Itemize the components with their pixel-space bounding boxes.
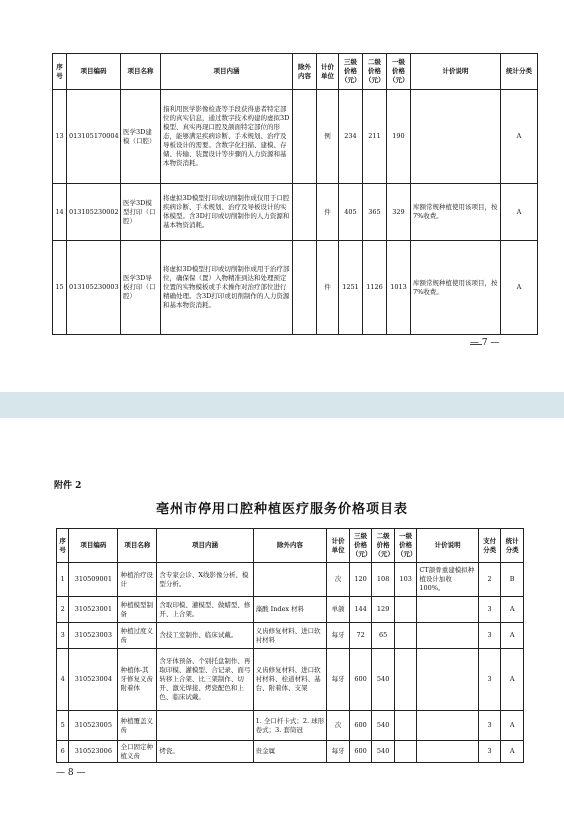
cell-unit: 每牙 xyxy=(327,623,350,649)
cell-note: 库额常规种植使用该项目，按7%收费。 xyxy=(411,241,501,335)
cell-p3: 72 xyxy=(349,623,372,649)
cell-p2: 129 xyxy=(372,597,395,623)
cell-name: 种植体-其牙修复义齿附着体 xyxy=(118,649,157,711)
cell-p1 xyxy=(394,711,417,741)
cell-content: 指利用医学影像检查等手段获得患者特定部位的真实信息，通过数字技术构建的虚拟3D模型、真实再现口腔及颌面特定部位的形态，能够满足疾病诊断、手术规划、治疗及导板设计的需要。含数字化扫描、建模、存储、传输、装置设计等步骤的人力资源和基本物资消耗。 xyxy=(161,90,293,184)
cell-unit: 每牙 xyxy=(327,741,350,763)
cell-p1: 329 xyxy=(387,184,411,241)
cell-name: 医学3D模型打印（口腔） xyxy=(121,184,161,241)
table-row xyxy=(57,649,524,711)
cell-p2: 65 xyxy=(372,623,395,649)
column-header: 项目内涵 xyxy=(157,529,253,563)
cell-no: 15 xyxy=(53,241,67,335)
page-title: 亳州市停用口腔种植医疗服务价格项目表 xyxy=(155,502,408,517)
cell-exclude xyxy=(253,563,327,597)
cell-name: 全口固定种植义齿 xyxy=(118,741,157,763)
cell-cls: A xyxy=(501,711,524,741)
cell-pay: 3 xyxy=(478,649,501,711)
cell-cls: A xyxy=(501,597,524,623)
column-header: 项目名称 xyxy=(118,529,157,563)
cell-note xyxy=(411,90,501,184)
cell-cls: A xyxy=(501,623,524,649)
cell-pay: 3 xyxy=(478,711,501,741)
cell-no: 14 xyxy=(53,184,67,241)
cell-code: 310523006 xyxy=(69,741,118,763)
document-page-7 xyxy=(0,0,564,392)
page-number: — 7 — xyxy=(470,338,500,348)
cell-p1: 1013 xyxy=(387,241,411,335)
cell-unit: 件 xyxy=(317,241,339,335)
cell-no: 13 xyxy=(53,90,67,184)
column-header: 支付分类 xyxy=(478,529,501,563)
cell-code: 310509001 xyxy=(69,563,118,597)
cell-code: 310523001 xyxy=(69,597,118,623)
cell-exclude: 义齿修复材料、进口软衬材料 xyxy=(253,623,327,649)
cell-unit: 件 xyxy=(317,184,339,241)
cell-note xyxy=(417,649,478,711)
cell-content: 含技工室制作、临床试戴。 xyxy=(157,623,253,649)
table-row xyxy=(57,563,524,597)
column-header: 三级价格（元） xyxy=(339,54,363,90)
cell-content: 含牙体预备、个别托盘制作、再取印模、灌模型、合记录、面弓转移上合架、比三架制作、切开、激光焊接、烤瓷配色和上色、临床试戴。 xyxy=(157,649,253,711)
cell-cls: A xyxy=(501,649,524,711)
column-header: 三级价格（元） xyxy=(349,529,372,563)
cell-pay: 2 xyxy=(478,563,501,597)
cell-code: 013105230002 xyxy=(67,184,121,241)
cell-name: 医学3D建模（口腔） xyxy=(121,90,161,184)
cell-name: 种植治疗设计 xyxy=(118,563,157,597)
cell-p3: 120 xyxy=(349,563,372,597)
cell-unit: 例 xyxy=(317,90,339,184)
column-header: 除外内容 xyxy=(293,54,317,90)
cell-pay: 3 xyxy=(478,741,501,763)
cell-name: 种植过度义齿 xyxy=(118,623,157,649)
cell-content: 将虚拟3D模型打印或切削制作成仅用于口腔疾病诊断、手术规划、治疗及导板设计的实体模型。含3D打印或切削制作的人力资源和基本物资消耗。 xyxy=(161,184,293,241)
cell-exclude: 贵金属 xyxy=(253,741,327,763)
cell-p2: 365 xyxy=(363,184,387,241)
cell-p2: 1126 xyxy=(363,241,387,335)
document-page-8 xyxy=(0,418,564,813)
cell-p2: 108 xyxy=(372,563,395,597)
cell-p1: 190 xyxy=(387,90,411,184)
cell-content: 将虚拟3D模型打印或切削制作成用于治疗部位，确保保（置）入物精准到达和处理预定位置的实物模板或手术操作对治疗部位进行精确处理。含3D打印或切削制作的人力资源和基本物资消耗。 xyxy=(161,241,293,335)
cell-p3: 600 xyxy=(349,711,372,741)
table-row xyxy=(57,597,524,623)
cell-exclude xyxy=(293,241,317,335)
cell-name: 种植模型制备 xyxy=(118,597,157,623)
cell-exclude: 藻酸 Index 材料 xyxy=(253,597,327,623)
page-number: — 8 — xyxy=(56,768,86,778)
table-row xyxy=(57,741,524,763)
cell-p1 xyxy=(394,597,417,623)
column-header: 二级价格（元） xyxy=(372,529,395,563)
cell-content: 烤瓷。 xyxy=(157,741,253,763)
column-header: 除外内容 xyxy=(253,529,327,563)
cell-unit: 每牙 xyxy=(327,649,350,711)
table-header-row xyxy=(53,54,538,90)
cell-p3: 234 xyxy=(339,90,363,184)
price-table-page-7 xyxy=(52,53,538,335)
cell-unit: 单颌 xyxy=(327,597,350,623)
column-header: 项目编码 xyxy=(67,54,121,90)
cell-p1 xyxy=(394,623,417,649)
cell-note: CT颌骨重建模拟种植设计加收100%。 xyxy=(417,563,478,597)
cell-code: 310523003 xyxy=(69,623,118,649)
cell-content: 含专家会诊、X线影像分析、模型分析。 xyxy=(157,563,253,597)
table-row xyxy=(53,184,538,241)
cell-content xyxy=(157,711,253,741)
cell-p2: 211 xyxy=(363,90,387,184)
cell-no: 3 xyxy=(57,623,69,649)
cell-p3: 600 xyxy=(349,649,372,711)
cell-p3: 405 xyxy=(339,184,363,241)
cell-p2: 540 xyxy=(372,741,395,763)
cell-pay: 3 xyxy=(478,597,501,623)
cell-code: 013105230003 xyxy=(67,241,121,335)
cell-unit: 次 xyxy=(327,711,350,741)
cell-cls: A xyxy=(501,184,538,241)
column-header: 序号 xyxy=(57,529,69,563)
table-row xyxy=(57,711,524,741)
cell-code: 310523004 xyxy=(69,649,118,711)
column-header: 项目内涵 xyxy=(161,54,293,90)
cell-note xyxy=(417,741,478,763)
cell-exclude xyxy=(293,90,317,184)
cell-no: 1 xyxy=(57,563,69,597)
cell-note xyxy=(417,623,478,649)
cell-cls: A xyxy=(501,241,538,335)
cell-cls: B xyxy=(501,563,524,597)
cell-note: 库额常规种植使用该项目，按7%收费。 xyxy=(411,184,501,241)
cell-exclude: 1. 全口杆卡式；2. 球形卷式；3. 套筒冠 xyxy=(253,711,327,741)
cell-note xyxy=(417,711,478,741)
column-header: 序号 xyxy=(53,54,67,90)
cell-p1 xyxy=(394,649,417,711)
cell-p3: 1251 xyxy=(339,241,363,335)
cell-exclude: 义齿修复材料、进口软衬材料、栓道材料、基台、附着体、支架 xyxy=(253,649,327,711)
column-header: 项目编码 xyxy=(69,529,118,563)
cell-p2: 540 xyxy=(372,649,395,711)
column-header: 统计分类 xyxy=(501,529,524,563)
column-header: 计价说明 xyxy=(417,529,478,563)
table-header-row xyxy=(57,529,524,563)
cell-name: 种植覆盖义齿 xyxy=(118,711,157,741)
attachment-label: 附件 2 xyxy=(54,481,82,491)
cell-pay: 3 xyxy=(478,623,501,649)
cell-p3: 144 xyxy=(349,597,372,623)
cell-name: 医学3D导板打印（口腔） xyxy=(121,241,161,335)
column-header: 统计分类 xyxy=(501,54,538,90)
column-header: 一级价格（元） xyxy=(394,529,417,563)
cell-no: 4 xyxy=(57,649,69,711)
cell-p3: 600 xyxy=(349,741,372,763)
cell-cls: A xyxy=(501,90,538,184)
cell-content: 含取印模、灌模型、做蜡型、修开、上合架。 xyxy=(157,597,253,623)
cell-no: 5 xyxy=(57,711,69,741)
column-header: 计价单位 xyxy=(317,54,339,90)
cell-no: 6 xyxy=(57,741,69,763)
cell-code: 013105170004 xyxy=(67,90,121,184)
cell-note xyxy=(417,597,478,623)
cell-p2: 540 xyxy=(372,711,395,741)
table-row xyxy=(57,623,524,649)
column-header: 二级价格（元） xyxy=(363,54,387,90)
column-header: 计价说明 xyxy=(411,54,501,90)
cell-unit: 次 xyxy=(327,563,350,597)
column-header: 项目名称 xyxy=(121,54,161,90)
cell-cls: A xyxy=(501,741,524,763)
column-header: 计价单位 xyxy=(327,529,350,563)
cell-exclude xyxy=(293,184,317,241)
cell-no: 2 xyxy=(57,597,69,623)
table-row xyxy=(53,90,538,184)
table-row xyxy=(53,241,538,335)
cell-code: 310523005 xyxy=(69,711,118,741)
column-header: 一级价格（元） xyxy=(387,54,411,90)
cell-p1 xyxy=(394,741,417,763)
cell-p1: 103 xyxy=(394,563,417,597)
price-table-page-8 xyxy=(56,528,524,763)
